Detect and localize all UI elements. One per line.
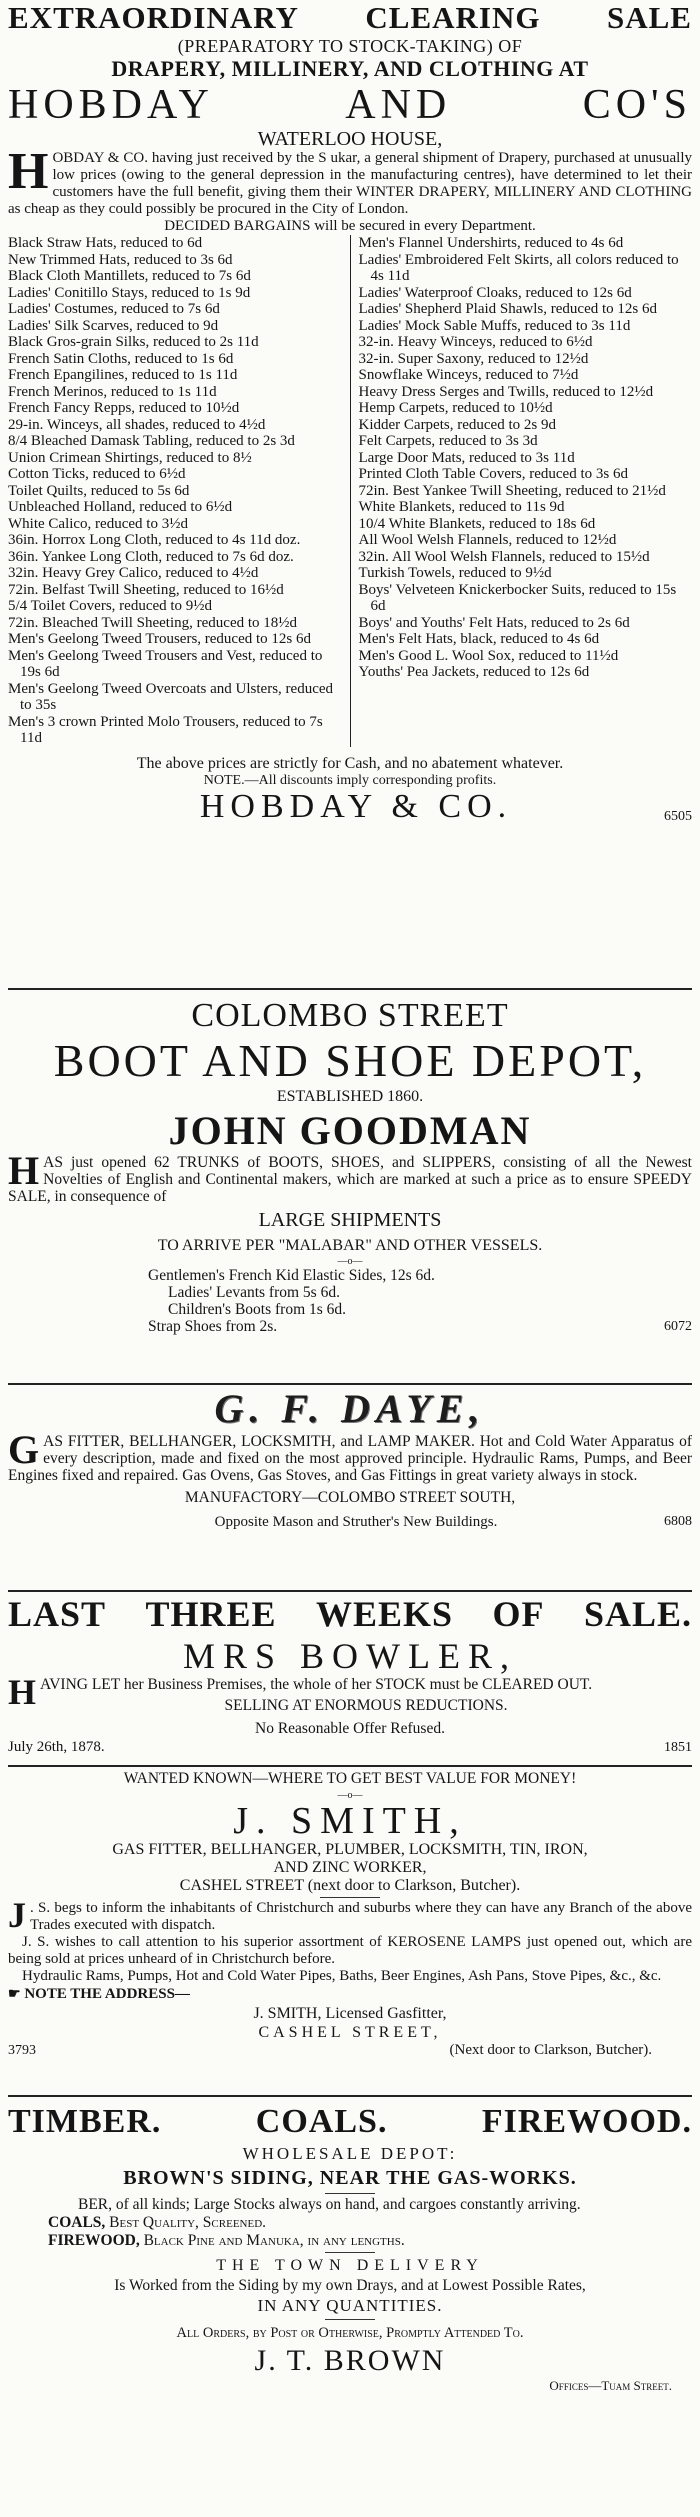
delivery-line: Is Worked from the Siding by my own Drays, and at Lowest Possible Rates, — [114, 2277, 586, 2294]
headline-word: THREE — [145, 1594, 277, 1634]
trades-address: CASHEL STREET (next door to Clarkson, Butcher). — [179, 1877, 521, 1894]
price-item: 29-in. Winceys, all shades, reduced to 4½d — [8, 416, 266, 433]
gasfitter-paragraph — [8, 1427, 692, 1484]
firm-word: CO'S — [582, 82, 692, 128]
price-item: 72in. Best Yankee Twill Sheeting, reduced to 21½d — [358, 482, 666, 499]
firewood-desc: Black Pine and Manuka, in any lengths. — [143, 2232, 405, 2249]
price-item: Black Straw Hats, reduced to 6d — [8, 235, 203, 251]
price-item: Large Door Mats, reduced to 3s 11d — [358, 449, 575, 466]
ornament-separator: —o— — [337, 1256, 363, 1267]
price-item: Ladies' Shepherd Plaid Shawls, reduced to 12s 6d — [358, 301, 657, 317]
address-line: CASHEL STREET, — [258, 2024, 442, 2041]
ad-reference: 6505 — [664, 808, 692, 824]
ad-date: July 26th, 1878. — [8, 1739, 105, 1755]
proprietor-name: JOHN GOODMAN — [168, 1108, 532, 1153]
vessels-line: TO ARRIVE PER "MALABAR" AND OTHER VESSELS. — [157, 1237, 543, 1254]
address-row — [8, 2042, 692, 2059]
note-line — [8, 1985, 692, 2004]
price-item: Boys' and Youths' Felt Hats, reduced to 2s 6d — [358, 614, 630, 631]
daye-gasfitter-advert — [8, 1385, 692, 1592]
lamps-paragraph: J. S. wishes to call attention to his superior assortment of KEROSENE LAMPS just opened out, which are being sold at prices unheard of in Christchurch before. — [8, 1934, 692, 1967]
hobday-sale-advert — [8, 0, 692, 990]
price-list — [8, 235, 692, 747]
price-item: Unbleached Holland, reduced to 6½d — [8, 499, 233, 515]
price-item: Men's 3 crown Printed Molo Trousers, reduced to 7s 11d — [8, 713, 323, 746]
delivery-heading: THE TOWN DELIVERY — [216, 2257, 484, 2274]
ad-reference: 6808 — [664, 1514, 692, 1529]
price-item: Cotton Ticks, reduced to 6½d — [8, 466, 186, 482]
divider — [325, 2252, 375, 2253]
trades-line: AND ZINC WORKER, — [273, 1859, 427, 1876]
price-item: Men's Good L. Wool Sox, reduced to 11½d — [358, 647, 619, 664]
drop-cap: J — [8, 1895, 26, 1935]
price-item: 5/4 Toilet Covers, reduced to 9½d — [8, 598, 213, 614]
boot-list-row — [8, 1267, 692, 1335]
price-item: 32in. All Wool Welsh Flannels, reduced to 15½d — [358, 548, 650, 565]
price-item: Men's Geelong Tweed Trousers and Vest, reduced to 19s 6d — [8, 647, 323, 680]
price-item: Youths' Pea Jackets, reduced to 12s 6d — [358, 664, 590, 680]
price-item: 10/4 White Blankets, reduced to 18s 6d — [358, 515, 596, 532]
sale-subtitle: (PREPARATORY TO STOCK-TAKING) OF — [177, 36, 523, 56]
smith-paragraph — [8, 1895, 692, 1935]
price-item: Men's Geelong Tweed Overcoats and Ulsters, reduced to 35s — [8, 680, 334, 713]
shop-name: WATERLOO HOUSE, — [257, 128, 443, 150]
ad-reference: 1851 — [664, 1740, 692, 1755]
bargains-notice: DECIDED BARGAINS will be secured in every Department. — [164, 218, 536, 234]
ornament-separator: —o— — [337, 1790, 363, 1801]
date-row — [8, 1739, 692, 1756]
price-item: French Epangilines, reduced to 1s 11d — [8, 367, 238, 383]
address-row — [8, 1512, 692, 1532]
price-item: White Calico, reduced to 3½d — [8, 515, 188, 532]
price-item: Heavy Dress Serges and Twills, reduced to 12½d — [358, 383, 654, 400]
bowler-text: AVING LET her Business Premises, the whole of her STOCK must be CLEARED OUT. — [40, 1676, 593, 1693]
cash-note: The above prices are strictly for Cash, and no abatement whatever. — [136, 754, 564, 772]
price-item: Snowflake Winceys, reduced to 7½d — [358, 367, 579, 383]
merchant-name: J. T. BROWN — [254, 2344, 446, 2377]
intro-paragraph — [8, 143, 692, 218]
drop-cap: G — [8, 1427, 40, 1472]
coals-line — [8, 2214, 692, 2232]
firm-word: AND — [345, 82, 452, 128]
divider — [320, 1897, 380, 1898]
ad-reference: 3793 — [8, 2043, 36, 2058]
headline-word: SALE. — [583, 1594, 692, 1634]
list-item: Gentlemen's French Kid Elastic Sides, 12s 6d. — [148, 1267, 435, 1284]
established-line: ESTABLISHED 1860. — [276, 1088, 424, 1105]
gasfitter-text: AS FITTER, BELLHANGER, LOCKSMITH, and LAMP MAKER. Hot and Cold Water Apparatus of every description, made and fixed on the most approved principle. Hydraulic Rams, Pumps, and Beer Engines fixed and repaired. Gas Ovens, Gas Stoves, and Gas Fittings in great variety always in stock. — [8, 1433, 692, 1484]
price-item: 32-in. Heavy Winceys, reduced to 6½d — [358, 334, 593, 350]
price-item: Ladies' Silk Scarves, reduced to 9d — [8, 317, 219, 334]
list-item: Strap Shoes from 2s. — [148, 1318, 278, 1335]
divider — [325, 2193, 375, 2194]
address-line: Opposite Mason and Struther's New Buildings. — [214, 1514, 498, 1530]
price-item: Ladies' Waterproof Cloaks, reduced to 12s 6d — [358, 284, 632, 301]
price-item: 32in. Heavy Grey Calico, reduced to 4½d — [8, 565, 259, 581]
price-item: Ladies' Embroidered Felt Skirts, all colors reduced to 4s 11d — [358, 251, 679, 284]
street-heading: COLOMBO STREET — [191, 997, 509, 1034]
coals-desc: Best Quality, Screened. — [109, 2214, 267, 2231]
office-line: Offices—Tuam Street. — [549, 2378, 672, 2393]
headline-word: OF — [492, 1594, 545, 1634]
price-item: New Trimmed Hats, reduced to 3s 6d — [8, 251, 233, 268]
proprietor-name: MRS BOWLER, — [182, 1636, 518, 1676]
drop-cap: H — [8, 1148, 40, 1193]
headline-word: EXTRAORDINARY — [8, 0, 299, 35]
price-item: 36in. Yankee Long Cloth, reduced to 7s 6d doz. — [8, 548, 294, 565]
headline-word: FIREWOOD. — [481, 2103, 692, 2140]
brown-timber-advert — [8, 2097, 692, 2517]
wholesale-heading: WHOLESALE DEPOT: — [242, 2144, 458, 2163]
headline-word: SALE — [607, 0, 692, 35]
price-item: Black Gros-grain Silks, reduced to 2s 11d — [8, 334, 259, 350]
coals-label: COALS, — [48, 2214, 106, 2231]
firm-signature: HOBDAY & CO. — [199, 787, 513, 825]
price-item: Men's Geelong Tweed Trousers, reduced to 12s 6d — [8, 631, 312, 647]
rams-paragraph: Hydraulic Rams, Pumps, Hot and Cold Water Pipes, Baths, Beer Engines, Ash Pans, Stove Pipes, &c., &c. — [22, 1968, 662, 1984]
price-item: Toilet Quilts, reduced to 5s 6d — [8, 482, 190, 499]
price-item: Printed Cloth Table Covers, reduced to 3s 6d — [358, 466, 628, 482]
price-item: Ladies' Mock Sable Muffs, reduced to 3s 11d — [358, 317, 631, 334]
column-divider — [350, 235, 351, 747]
boot-paragraph — [8, 1148, 692, 1205]
firewood-label: FIREWOOD, — [48, 2232, 140, 2249]
price-item: Ladies' Conitillo Stays, reduced to 1s 9d — [8, 284, 251, 301]
price-item: Turkish Towels, reduced to 9½d — [358, 565, 552, 581]
headline-word: WEEKS — [316, 1594, 454, 1634]
tradesman-name: G. F. DAYE, — [214, 1386, 486, 1431]
price-item: 72in. Bleached Twill Sheeting, reduced to 18½d — [8, 614, 298, 631]
tradesman-name: J. SMITH, — [233, 1800, 467, 1842]
price-item: French Merinos, reduced to 1s 11d — [8, 383, 217, 400]
smith-text: . S. begs to inform the inhabitants of Christchurch and suburbs where they can have any Branch of the above Trades executed with dispatch. — [30, 1900, 692, 1933]
timber-line: BER, of all kinds; Large Stocks always on hand, and cargoes constantly arriving. — [78, 2196, 581, 2213]
note-text: NOTE THE ADDRESS— — [24, 1986, 190, 2002]
sale-headline — [8, 1592, 692, 1636]
price-column-left — [8, 235, 342, 747]
boot-price-list — [8, 1267, 435, 1335]
price-item: 8/4 Bleached Damask Tabling, reduced to 2s 3d — [8, 433, 295, 449]
divider — [325, 2319, 375, 2320]
price-item: Men's Felt Hats, black, reduced to 4s 6d — [358, 631, 600, 647]
wanted-line: WANTED KNOWN—WHERE TO GET BEST VALUE FOR MONEY! — [123, 1770, 577, 1787]
price-item: 72in. Belfast Twill Sheeting, reduced to 16½d — [8, 581, 284, 598]
list-item: Ladies' Levants from 5s 6d. — [168, 1284, 340, 1301]
list-item: Children's Boots from 1s 6d. — [168, 1301, 347, 1318]
orders-line: All Orders, by Post or Otherwise, Promptly Attended To. — [176, 2325, 524, 2341]
drop-cap: H — [8, 143, 49, 200]
headline-word: COALS. — [255, 2103, 388, 2140]
sale-headline — [8, 0, 692, 36]
price-item: Hemp Carpets, reduced to 10½d — [358, 400, 553, 416]
firm-word: HOBDAY — [8, 82, 214, 128]
bowler-sale-advert — [8, 1592, 692, 1767]
ad-reference: 6072 — [664, 1319, 692, 1334]
price-item: All Wool Welsh Flannels, reduced to 12½d — [358, 532, 617, 548]
firm-name — [8, 82, 692, 128]
price-item: French Satin Cloths, reduced to 1s 6d — [8, 350, 234, 367]
offer-line: No Reasonable Offer Refused. — [255, 1720, 445, 1737]
price-item: Ladies' Costumes, reduced to 7s 6d — [8, 301, 220, 317]
pointing-hand-icon: ☛ — [8, 1987, 21, 2002]
price-item: Black Cloth Mantillets, reduced to 7s 6d — [8, 268, 251, 284]
intro-text: OBDAY & CO. having just received by the S ukar, a general shipment of Drapery, purchased at unusually low prices (owing to the general depression in the manufacturing centres), have determined to let their customers have the full benefit, giving them their WINTER DRAPERY, MILLINERY AND CLOTHING as cheap as they could possibly be procured in the City of London. — [8, 150, 692, 217]
timber-headline — [8, 2101, 692, 2143]
address-line: J. SMITH, Licensed Gasfitter, — [253, 2005, 447, 2022]
siding-heading: BROWN'S SIDING, NEAR THE GAS-WORKS. — [123, 2167, 577, 2189]
firewood-line — [8, 2232, 692, 2250]
quantities-line: IN ANY QUANTITIES. — [257, 2296, 443, 2315]
manufactory-line: MANUFACTORY—COLOMBO STREET SOUTH, — [184, 1489, 516, 1506]
price-item: French Fancy Repps, reduced to 10½d — [8, 400, 240, 416]
price-item: Boys' Velveteen Knickerbocker Suits, reduced to 15s 6d — [358, 581, 677, 614]
headline-word: LAST — [8, 1594, 107, 1634]
price-item: Union Crimean Shirtings, reduced to 8½ — [8, 449, 252, 466]
price-item: 32-in. Super Saxony, reduced to 12½d — [358, 350, 589, 367]
trades-line: GAS FITTER, BELLHANGER, PLUMBER, LOCKSMITH, TIN, IRON, — [112, 1841, 588, 1858]
shipments-heading: LARGE SHIPMENTS — [258, 1209, 442, 1231]
headline-word: CLEARING — [365, 0, 541, 35]
price-item: Felt Carpets, reduced to 3s 3d — [358, 433, 538, 449]
depot-heading: BOOT AND SHOE DEPOT, — [53, 1035, 647, 1086]
reductions-line: SELLING AT ENORMOUS REDUCTIONS. — [224, 1697, 508, 1714]
sale-departments: DRAPERY, MILLINERY, AND CLOTHING AT — [111, 56, 589, 81]
discount-note: NOTE.—All discounts imply corresponding profits. — [203, 772, 497, 788]
price-column-right — [359, 235, 693, 747]
drop-cap: H — [8, 1672, 37, 1712]
price-item: 36in. Horrox Long Cloth, reduced to 4s 11d doz. — [8, 532, 301, 548]
address-line: (Next door to Clarkson, Butcher). — [449, 2042, 652, 2058]
price-item: Men's Flannel Undershirts, reduced to 4s 6d — [358, 235, 624, 251]
headline-word: TIMBER. — [8, 2103, 162, 2140]
smith-gasfitter-advert — [8, 1767, 692, 2097]
goodman-boot-advert — [8, 990, 692, 1385]
price-item: White Blankets, reduced to 11s 9d — [358, 499, 565, 515]
boot-text: AS just opened 62 TRUNKS of BOOTS, SHOES, and SLIPPERS, consisting of all the Newest Novelties of English and Continental makers, which are marked at such a price as to ensure SPEEDY SALE, in consequence of — [8, 1154, 692, 1205]
price-item: Kidder Carpets, reduced to 2s 9d — [358, 416, 556, 433]
signature-row — [8, 789, 692, 825]
